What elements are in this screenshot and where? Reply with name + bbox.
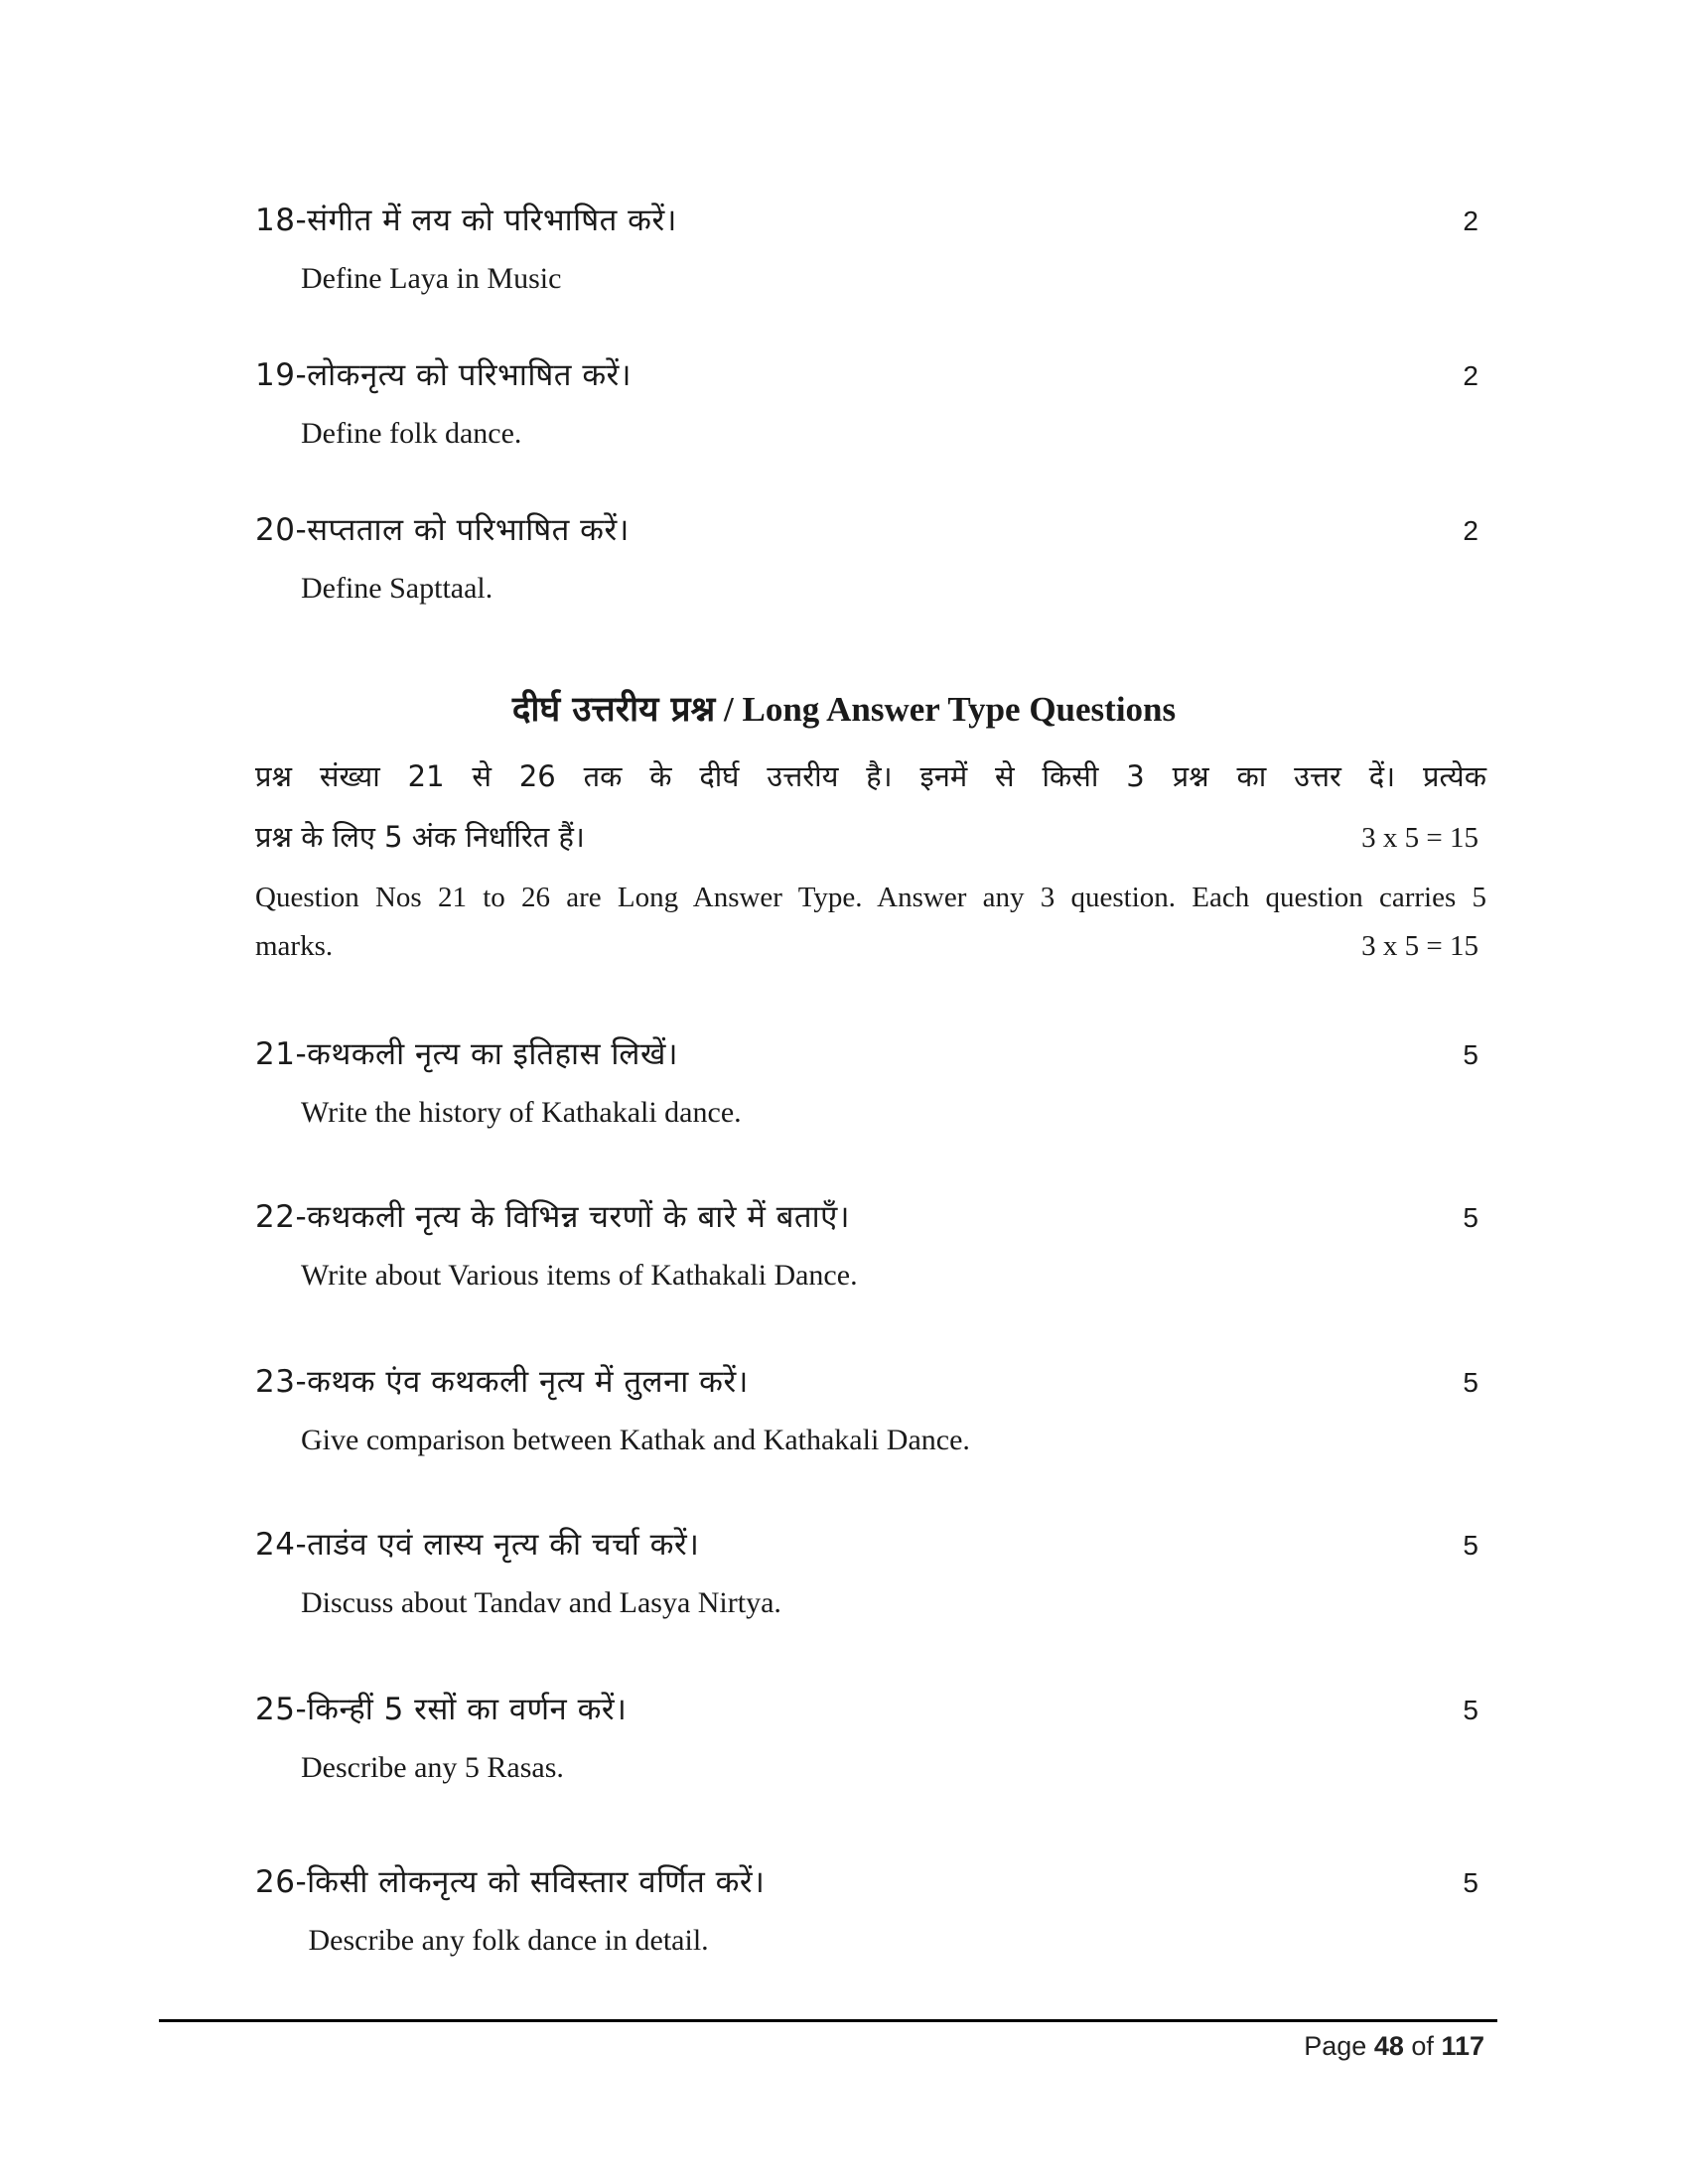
question-text-hi: 22-कथकली नृत्य के विभिन्न चरणों के बारे में बताएँ। <box>255 1199 851 1235</box>
question-text-hi: 21-कथकली नृत्य का इतिहास लिखें। <box>255 1036 679 1072</box>
question-text-hi: 18-संगीत में लय को परिभाषित करें। <box>255 203 677 238</box>
question-text-en: Write the history of Kathakali dance. <box>301 1096 742 1129</box>
question-text-en: Discuss about Tandav and Lasya Nirtya. <box>301 1586 781 1619</box>
instruction-en-line-2: marks. <box>255 930 334 962</box>
question-24 <box>255 1523 1486 1620</box>
instruction-en-marks-calc: 3 x 5 = 15 <box>1361 930 1478 962</box>
page-current: 48 <box>1373 2031 1404 2061</box>
question-text-hi: 23-कथक एंव कथकली नृत्य में तुलना करें। <box>255 1364 749 1400</box>
page-number <box>1304 2031 1484 2062</box>
question-22 <box>255 1195 1486 1293</box>
section-heading-hi: दीर्घ उत्तरीय प्रश्न <box>511 690 716 730</box>
question-marks: 2 <box>1463 205 1478 236</box>
question-26 <box>255 1860 1486 1958</box>
question-text-en: Describe any folk dance in detail. <box>301 1924 709 1957</box>
question-marks: 5 <box>1463 1530 1478 1561</box>
section-heading-separator: / <box>715 690 743 729</box>
question-marks: 5 <box>1463 1202 1478 1233</box>
question-19 <box>255 353 1486 451</box>
question-text-en: Define folk dance. <box>301 417 522 450</box>
question-marks: 5 <box>1463 1039 1478 1070</box>
question-marks: 2 <box>1463 360 1478 391</box>
instruction-hi-line-2: प्रश्न के लिए 5 अंक निर्धारित हैं। <box>255 820 585 854</box>
question-20 <box>255 508 1486 606</box>
page-total: 117 <box>1441 2031 1484 2061</box>
question-text-en: Describe any 5 Rasas. <box>301 1751 564 1784</box>
question-text-en: Define Sapttaal. <box>301 572 493 605</box>
question-23 <box>255 1360 1486 1457</box>
question-marks: 5 <box>1463 1695 1478 1725</box>
question-text-hi: 25-किन्हीं 5 रसों का वर्णन करें। <box>255 1692 628 1727</box>
instruction-hi-marks-calc: 3 x 5 = 15 <box>1361 822 1478 854</box>
section-instructions <box>255 756 1486 963</box>
section-heading-en: Long Answer Type Questions <box>742 690 1177 729</box>
question-marks: 2 <box>1463 515 1478 546</box>
page-of-word: of <box>1411 2031 1434 2061</box>
question-text-en: Write about Various items of Kathakali Dance. <box>301 1259 858 1292</box>
question-marks: 5 <box>1463 1367 1478 1398</box>
footer-divider <box>159 2019 1497 2022</box>
question-text-hi: 20-सप्तताल को परिभाषित करें। <box>255 512 630 548</box>
instruction-en-line-1: Question Nos 21 to 26 are Long Answer Type. Answer any 3 question. Each question carries 5 <box>255 882 1486 913</box>
question-marks: 5 <box>1463 1867 1478 1898</box>
question-text-hi: 24-ताडंव एवं लास्य नृत्य की चर्चा करें। <box>255 1527 700 1563</box>
question-text-en: Define Laya in Music <box>301 262 562 295</box>
question-21 <box>255 1032 1486 1130</box>
question-25 <box>255 1688 1486 1785</box>
question-text-en: Give comparison between Kathak and Kathakali Dance. <box>301 1424 970 1456</box>
question-text-hi: 26-किसी लोकनृत्य को सविस्तार वर्णित करें। <box>255 1864 766 1900</box>
section-heading <box>0 685 1688 732</box>
question-text-hi: 19-लोकनृत्य को परिभाषित करें। <box>255 357 633 393</box>
instruction-hi-line-1: प्रश्न संख्या 21 से 26 तक के दीर्घ उत्तरीय है। इनमें से किसी 3 प्रश्न का उत्तर दें। प्रत्येक <box>255 759 1486 793</box>
page-word: Page <box>1304 2031 1367 2061</box>
question-18 <box>255 199 1486 296</box>
